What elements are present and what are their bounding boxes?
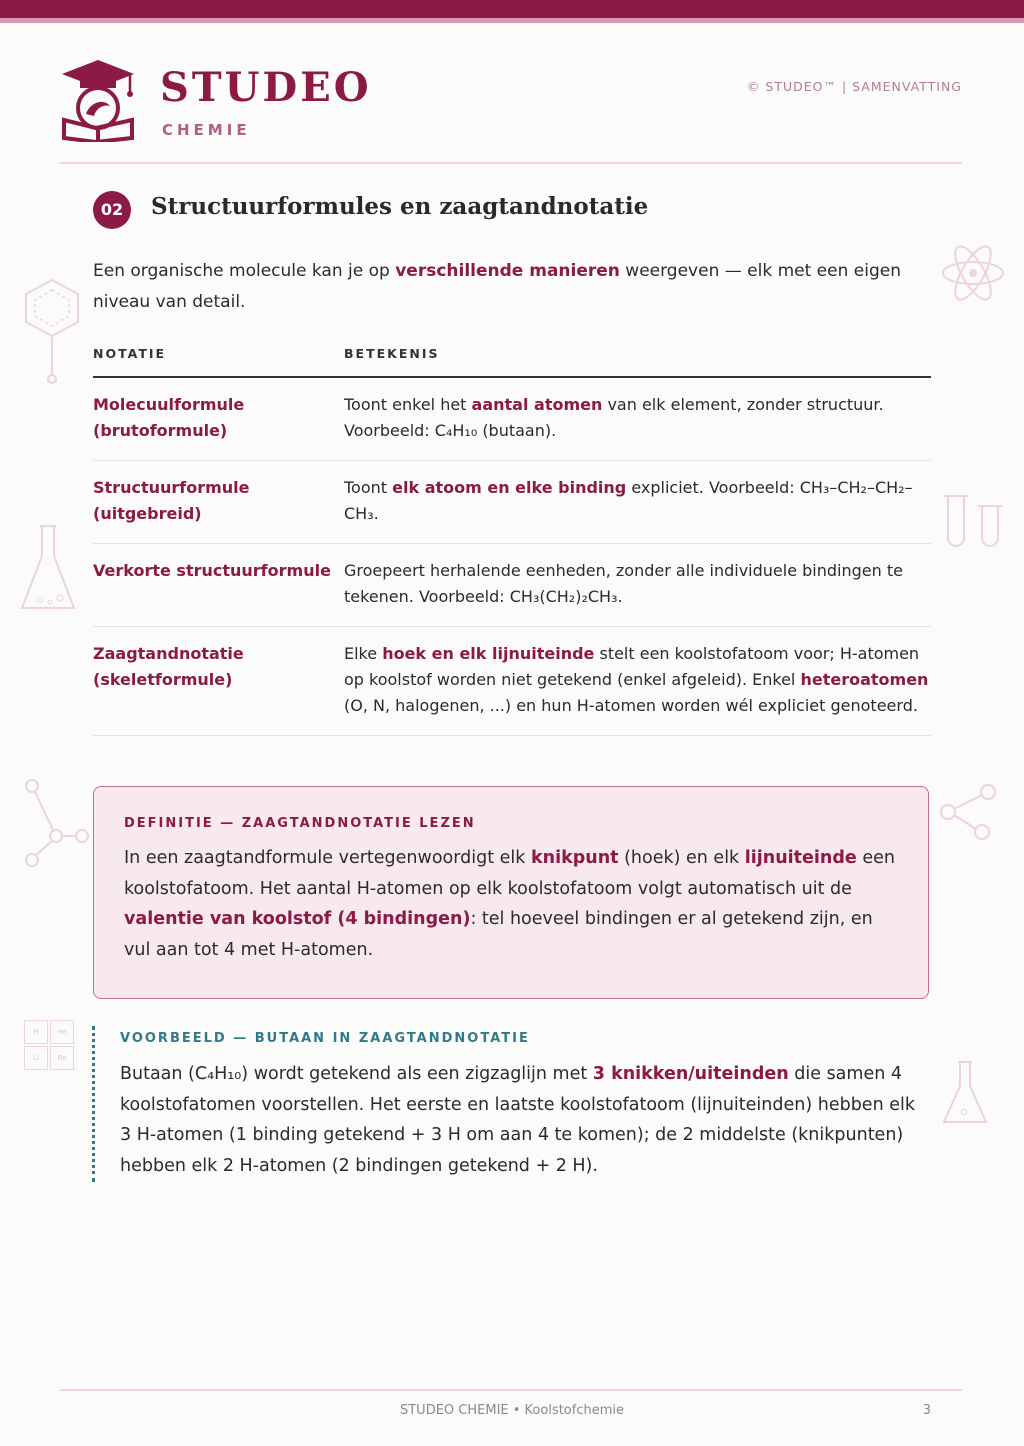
term-line: (brutoformule) [93, 421, 228, 440]
periodic-tile: Be [50, 1046, 74, 1070]
def-highlight: valentie van koolstof (4 bindingen) [124, 909, 471, 929]
table-row [93, 544, 931, 627]
ex-text: Butaan (C₄H₁₀) wordt getekend als een zigzaglijn met [120, 1064, 593, 1084]
example-label: VOORBEELD — BUTAAN IN ZAAGTANDNOTATIE [120, 1031, 530, 1046]
term-line: Structuurformule [93, 478, 250, 497]
erlenmeyer-flask-icon [18, 522, 78, 614]
desc-text: Toont enkel het [344, 395, 472, 414]
desc-highlight: elk atoom en elke binding [392, 478, 627, 497]
def-text: In een zaagtandformule vertegenwoordigt elk [124, 848, 531, 868]
notation-description [344, 392, 931, 444]
intro-text: Een organische molecule kan je op [93, 261, 396, 281]
desc-text: Groepeert herhalende eenheden, zonder alle individuele bindingen te tekenen. Voorbeeld: CH₃(CH₂)₂CH₃. [344, 561, 903, 606]
studeo-logo-icon [60, 58, 136, 142]
term-line: (skeletformule) [93, 670, 233, 689]
notation-term [93, 475, 333, 527]
periodic-tile: H [24, 1020, 48, 1044]
definition-text [124, 843, 904, 965]
intro-paragraph [93, 256, 943, 318]
footer-divider [60, 1389, 962, 1391]
periodic-table-icon [24, 1020, 76, 1070]
desc-highlight: heteroatomen [800, 670, 929, 689]
definition-label: DEFINITIE — ZAAGTANDNOTATIE LEZEN [124, 816, 476, 831]
example-text [120, 1059, 930, 1181]
desc-text: Elke [344, 644, 383, 663]
def-text: : tel hoeveel bindingen er al getekend zijn, en vul aan tot 4 met H-atomen. [124, 909, 873, 960]
column-header-betekenis: BETEKENIS [344, 346, 440, 361]
desc-text: expliciet. Voorbeeld: CH₃–CH₂–CH₂–CH₃. [344, 478, 913, 523]
section-number-badge: 02 [93, 191, 131, 229]
table-row [93, 378, 931, 461]
def-highlight: lijnuiteinde [744, 848, 857, 868]
term-line: Verkorte structuurformule [93, 561, 331, 580]
footer-text: STUDEO CHEMIE • Koolstofchemie [399, 1403, 624, 1418]
flask-icon [940, 1058, 990, 1128]
desc-text: van elk element, zonder structuur. Voorbeeld: C₄H₁₀ (butaan). [344, 395, 884, 440]
periodic-tile: Li [24, 1046, 48, 1070]
term-line: Zaagtandnotatie [93, 644, 244, 663]
atom-icon [938, 238, 1008, 308]
term-line: Molecuulformule [93, 395, 245, 414]
notation-term [93, 641, 333, 693]
subject-name: CHEMIE [162, 121, 251, 139]
table-row [93, 461, 931, 544]
table-header [93, 340, 931, 378]
def-text: een koolstofatoom. Het aantal H-atomen op elk koolstofatoom volgt automatisch uit de [124, 848, 895, 899]
brand-name: STUDEO [160, 64, 372, 111]
desc-highlight: hoek en elk lijnuiteinde [382, 644, 595, 663]
notation-term [93, 558, 333, 584]
desc-text: stelt een koolstofatoom voor; H-atomen op koolstof worden niet getekend (enkel afgeleid). Enkel [344, 644, 920, 689]
hexagon-molecule-icon [22, 276, 82, 384]
share-nodes-icon [936, 782, 998, 842]
notation-term [93, 392, 333, 444]
molecule-network-icon [20, 776, 92, 868]
notation-description [344, 558, 931, 610]
copyright-note: © STUDEO™ | SAMENVATTING [746, 79, 962, 94]
desc-text: (O, N, halogenen, ...) en hun H-atomen worden wél expliciet genoteerd. [344, 696, 918, 715]
page-number: 3 [922, 1403, 931, 1418]
test-tubes-icon [942, 492, 1006, 550]
periodic-tile: He [50, 1020, 74, 1044]
section-title: Structuurformules en zaagtandnotatie [151, 193, 649, 220]
intro-text: weergeven — elk met een eigen niveau van detail. [93, 261, 901, 312]
term-line: (uitgebreid) [93, 504, 202, 523]
ex-text: die samen 4 koolstofatomen voorstellen. Het eerste en laatste koolstofatoom (lijnuiteinden) hebben elk 3 H-atomen (1 binding getekend + 3 H om aan 4 te komen); de 2 middelste (knikpunten) hebben elk 2 H-atomen (2 bindingen getekend + 2 H). [120, 1064, 915, 1176]
notation-description [344, 641, 931, 719]
top-accent-bar [0, 0, 1024, 18]
ex-highlight: 3 knikken/uiteinden [592, 1064, 789, 1084]
table-row [93, 627, 931, 736]
desc-highlight: aantal atomen [471, 395, 603, 414]
notation-description [344, 475, 931, 527]
def-highlight: knikpunt [530, 848, 619, 868]
column-header-notatie: NOTATIE [93, 346, 167, 361]
desc-text: Toont [344, 478, 393, 497]
def-text: (hoek) en elk [618, 848, 745, 868]
notation-table [93, 340, 931, 736]
top-accent-stripe [0, 18, 1024, 23]
header-divider [60, 162, 962, 164]
example-rule [92, 1026, 95, 1182]
intro-highlight: verschillende manieren [395, 261, 620, 281]
definition-box [93, 786, 929, 999]
